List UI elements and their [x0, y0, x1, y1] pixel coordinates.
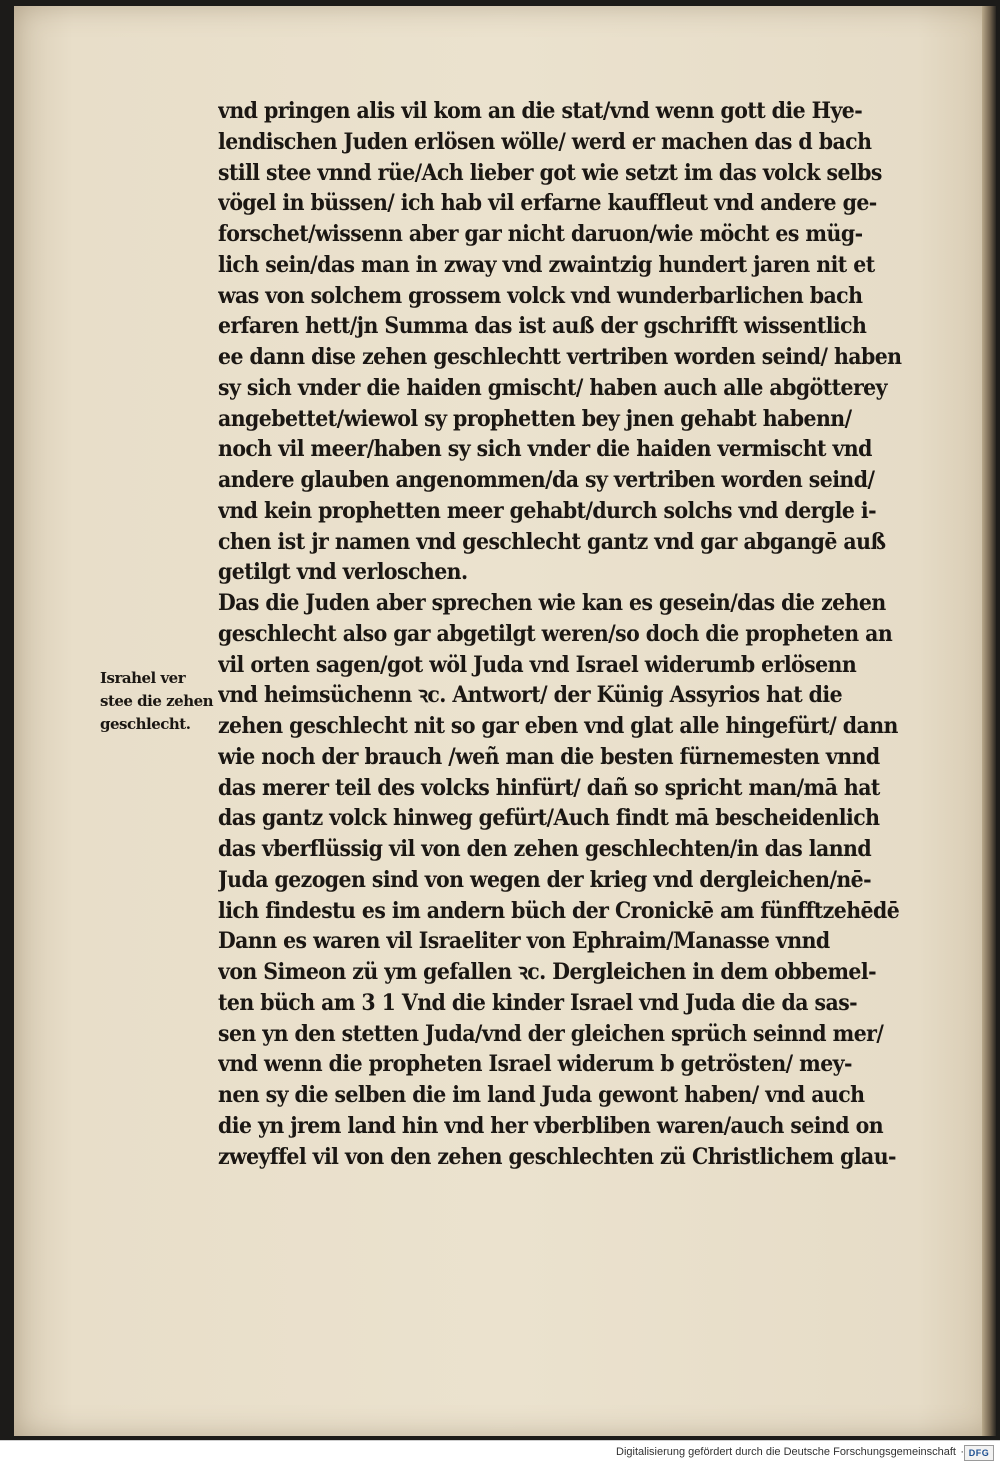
- text-line: zweyffel vil von den zehen geschlechten zü Christlichem glau-: [218, 1143, 896, 1170]
- main-text-column: [218, 96, 958, 1172]
- text-line: was von solchem grossem volck vnd wunderbarlichen bach: [218, 282, 863, 309]
- margin-note-line: geschlecht.: [100, 715, 191, 733]
- text-line: sen yn den stetten Juda/vnd der gleichen sprüch seinnd mer/: [218, 1020, 884, 1047]
- text-line: Juda gezogen sind von wegen der krieg vnd dergleichen/nē-: [218, 866, 872, 893]
- text-line: chen ist jr namen vnd geschlecht gantz vnd gar abgangē auß: [218, 528, 886, 555]
- text-line: noch vil meer/haben sy sich vnder die haiden vermischt vnd: [218, 436, 872, 463]
- text-line: nen sy die selben die im land Juda gewont haben/ vnd auch: [218, 1082, 865, 1108]
- text-line: vnd pringen alis vil kom an die stat/vnd wenn gott die Hye-: [218, 98, 863, 124]
- text-line: das gantz volck hinweg gefürt/Auch findt mā bescheidenlich: [218, 805, 880, 832]
- text-line: ee dann dise zehen geschlechtt vertriben worden seind/ haben: [218, 344, 902, 370]
- text-line: vnd kein prophetten meer gehabt/durch solchs vnd dergle i-: [218, 497, 877, 524]
- text-line: das vberflüssig vil von den zehen geschlechten/in das lannd: [218, 836, 872, 862]
- text-line: vnd wenn die propheten Israel widerum b getrösten/ mey-: [218, 1051, 852, 1078]
- text-line: angebettet/wiewol sy prophetten bey jnen gehabt habenn/: [218, 405, 852, 432]
- text-line: das merer teil des volcks hinfürt/ dañ so spricht man/mā hat: [218, 774, 880, 801]
- text-line: wie noch der brauch /weñ man die besten fürnemesten vnnd: [218, 743, 880, 770]
- text-line: andere glauben angenommen/da sy vertriben worden seind/: [218, 467, 875, 493]
- text-line: vnd heimsüchenn ꝛc. Antwort/ der Künig Assyrios hat die: [218, 682, 843, 709]
- book-page: [14, 6, 996, 1436]
- text-line: die yn jrem land hin vnd her vberbliben waren/auch seind on: [218, 1112, 884, 1139]
- text-line: lendischen Juden erlösen wölle/ werd er machen das d bach: [218, 128, 872, 155]
- text-line: vil orten sagen/got wöl Juda vnd Israel widerumb erlösenn: [218, 651, 857, 678]
- footer-bar: [0, 1440, 1000, 1464]
- text-line: zehen geschlecht nit so gar eben vnd glat alle hingefürt/ dann: [218, 713, 898, 739]
- book-binding-edge: [982, 6, 996, 1436]
- text-line: erfaren hett/jn Summa das ist auß der gschrifft wissentlich: [218, 313, 867, 340]
- text-line: von Simeon zü ym gefallen ꝛc. Dergleichen in dem obbemel-: [218, 959, 877, 985]
- text-line: Dann es waren vil Israeliter von Ephraim/Manasse vnnd: [218, 928, 830, 955]
- funding-credit: Digitalisierung gefördert durch die Deutsche Forschungsgemeinschaft: [616, 1446, 956, 1458]
- text-line: Das die Juden aber sprechen wie kan es gesein/das die zehen: [218, 590, 886, 616]
- text-line: getilgt vnd verloschen.: [218, 559, 468, 586]
- text-line: ten büch am 3 1 Vnd die kinder Israel vnd Juda die da sas-: [218, 989, 858, 1016]
- dfg-logo-icon: DFG: [964, 1445, 994, 1461]
- margin-note-line: Israhel ver: [100, 669, 186, 687]
- text-line: geschlecht also gar abgetilgt weren/so doch die propheten an: [218, 620, 893, 647]
- margin-note: [100, 667, 220, 736]
- text-line: vögel in büssen/ ich hab vil erfarne kauffleut vnd andere ge-: [218, 190, 877, 217]
- text-line: forschet/wissenn aber gar nicht daruon/wie möcht es müg-: [218, 221, 863, 247]
- footer-separator: ·: [960, 1446, 964, 1458]
- margin-note-line: stee die zehen: [100, 692, 214, 710]
- text-line: lich sein/das man in zway vnd zwaintzig hundert jaren nit et: [218, 251, 875, 278]
- text-line: sy sich vnder die haiden gmischt/ haben auch alle abgötterey: [218, 374, 887, 401]
- text-line: lich findestu es im andern büch der Cronickē am fünfftzehēdē: [218, 897, 900, 924]
- text-line: still stee vnnd rüe/Ach lieber got wie setzt im das volck selbs: [218, 159, 882, 186]
